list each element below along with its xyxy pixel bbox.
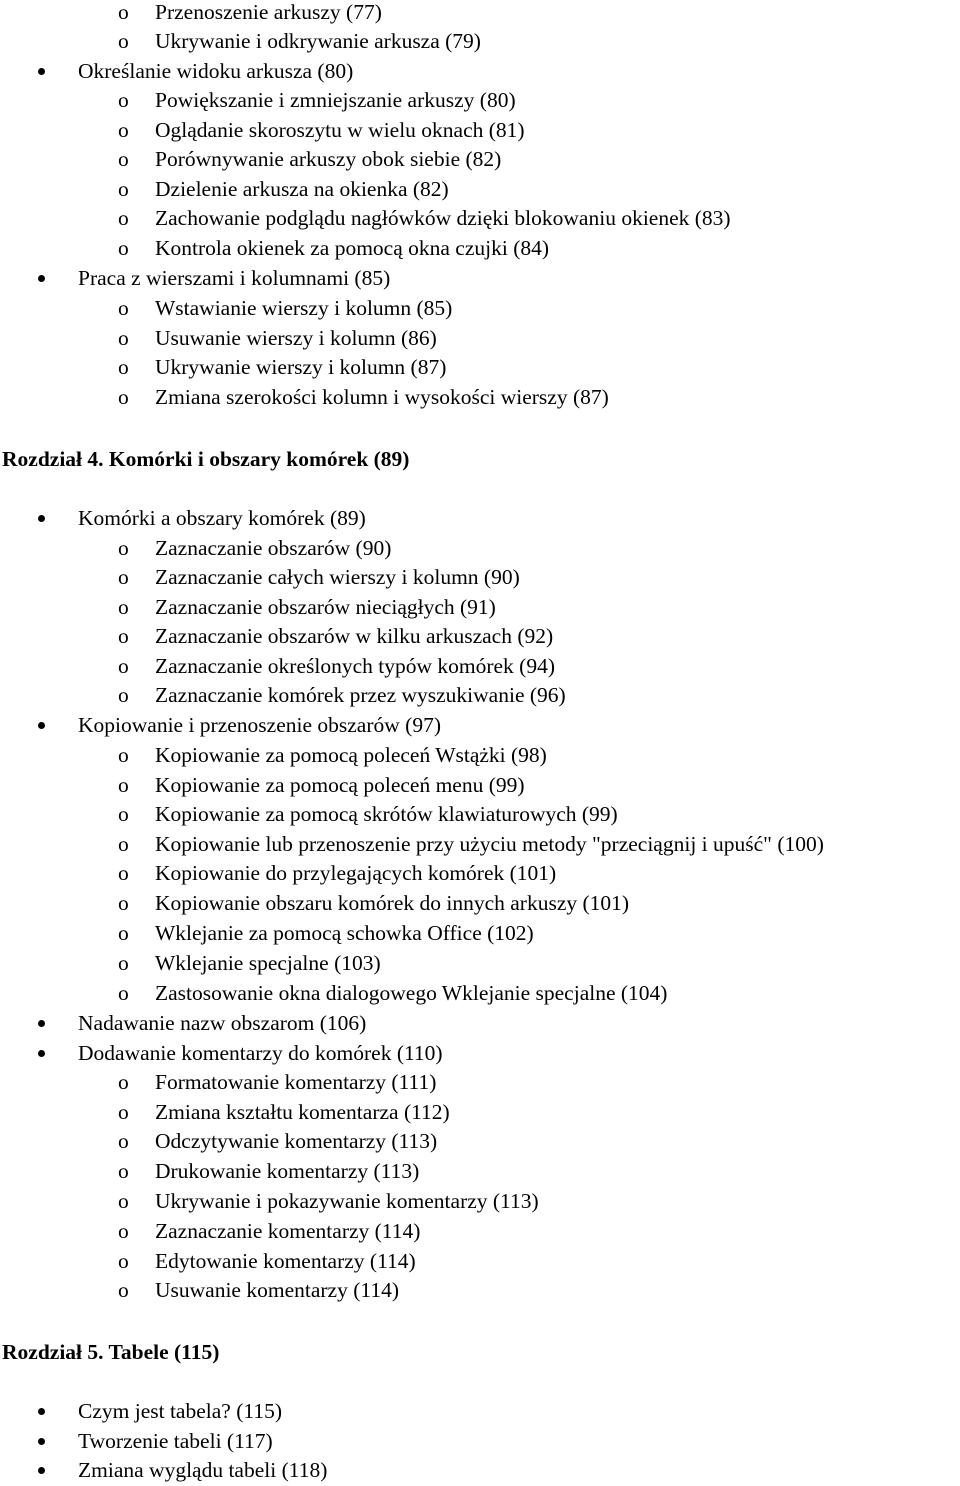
item-label: Określanie widoku arkusza (80) — [78, 59, 354, 83]
item-label: Zmiana wyglądu tabeli (118) — [78, 1458, 328, 1482]
item-label: Porównywanie arkuszy obok siebie (82) — [155, 147, 502, 171]
item-label: Dodawanie komentarzy do komórek (110) — [78, 1041, 443, 1065]
bullet-icon — [38, 1050, 45, 1057]
sub-bullet-icon: o — [118, 951, 129, 975]
bullet-icon — [38, 1438, 45, 1445]
item-label: Zastosowanie okna dialogowego Wklejanie specjalne (104) — [155, 981, 668, 1005]
sub-bullet-icon: o — [118, 0, 129, 24]
sub-bullet-icon: o — [118, 981, 129, 1005]
chapter-title: Rozdział 4. Komórki i obszary komórek (89) — [2, 447, 410, 471]
item-label: Edytowanie komentarzy (114) — [155, 1249, 416, 1273]
item-label: Ukrywanie i odkrywanie arkusza (79) — [155, 29, 481, 53]
sub-bullet-icon: o — [118, 683, 129, 707]
item-label: Kopiowanie do przylegających komórek (101) — [155, 861, 557, 885]
item-label: Kopiowanie za pomocą poleceń Wstążki (98) — [155, 743, 547, 767]
item-label: Kopiowanie za pomocą skrótów klawiaturowych (99) — [155, 802, 618, 826]
item-label: Zaznaczanie całych wierszy i kolumn (90) — [155, 565, 520, 589]
item-label: Czym jest tabela? (115) — [78, 1399, 282, 1423]
item-label: Nadawanie nazw obszarom (106) — [78, 1011, 367, 1035]
item-label: Odczytywanie komentarzy (113) — [155, 1129, 438, 1153]
sub-bullet-icon: o — [118, 1189, 129, 1213]
item-label: Wklejanie za pomocą schowka Office (102) — [155, 921, 534, 945]
sub-bullet-icon: o — [118, 654, 129, 678]
sub-bullet-icon: o — [118, 832, 129, 856]
sub-bullet-icon: o — [118, 296, 129, 320]
sub-bullet-icon: o — [118, 29, 129, 53]
item-label: Drukowanie komentarzy (113) — [155, 1159, 420, 1183]
item-label: Tworzenie tabeli (117) — [78, 1429, 273, 1453]
sub-bullet-icon: o — [118, 1159, 129, 1183]
item-label: Zachowanie podglądu nagłówków dzięki blokowaniu okienek (83) — [155, 206, 731, 230]
bullet-icon — [38, 1408, 45, 1415]
item-label: Kopiowanie lub przenoszenie przy użyciu metody "przeciągnij i upuść" (100) — [155, 832, 824, 856]
item-label: Przenoszenie arkuszy (77) — [155, 0, 382, 24]
item-label: Ukrywanie i pokazywanie komentarzy (113) — [155, 1189, 539, 1213]
sub-bullet-icon: o — [118, 147, 129, 171]
item-label: Powiększanie i zmniejszanie arkuszy (80) — [155, 88, 516, 112]
sub-bullet-icon: o — [118, 773, 129, 797]
item-label: Zmiana kształtu komentarza (112) — [155, 1100, 450, 1124]
bullet-icon — [38, 275, 45, 282]
sub-bullet-icon: o — [118, 743, 129, 767]
bullet-icon — [38, 722, 45, 729]
item-label: Oglądanie skoroszytu w wielu oknach (81) — [155, 118, 525, 142]
sub-bullet-icon: o — [118, 802, 129, 826]
item-label: Kontrola okienek za pomocą okna czujki (84) — [155, 236, 550, 260]
item-label: Kopiowanie za pomocą poleceń menu (99) — [155, 773, 525, 797]
item-label: Kopiowanie obszaru komórek do innych arkuszy (101) — [155, 891, 630, 915]
item-label: Zaznaczanie obszarów nieciągłych (91) — [155, 595, 496, 619]
item-label: Usuwanie wierszy i kolumn (86) — [155, 326, 437, 350]
sub-bullet-icon: o — [118, 891, 129, 915]
bullet-icon — [38, 68, 45, 75]
sub-bullet-icon: o — [118, 236, 129, 260]
sub-bullet-icon: o — [118, 624, 129, 648]
sub-bullet-icon: o — [118, 1100, 129, 1124]
item-label: Zaznaczanie komentarzy (114) — [155, 1219, 421, 1243]
item-label: Wstawianie wierszy i kolumn (85) — [155, 296, 453, 320]
item-label: Formatowanie komentarzy (111) — [155, 1070, 437, 1094]
item-label: Praca z wierszami i kolumnami (85) — [78, 266, 391, 290]
sub-bullet-icon: o — [118, 118, 129, 142]
item-label: Komórki a obszary komórek (89) — [78, 506, 366, 530]
chapter-title: Rozdział 5. Tabele (115) — [2, 1340, 220, 1364]
bullet-icon — [38, 515, 45, 522]
item-label: Dzielenie arkusza na okienka (82) — [155, 177, 449, 201]
sub-bullet-icon: o — [118, 861, 129, 885]
sub-bullet-icon: o — [118, 177, 129, 201]
item-label: Zaznaczanie określonych typów komórek (94) — [155, 654, 555, 678]
item-label: Wklejanie specjalne (103) — [155, 951, 381, 975]
item-label: Kopiowanie i przenoszenie obszarów (97) — [78, 713, 441, 737]
sub-bullet-icon: o — [118, 355, 129, 379]
sub-bullet-icon: o — [118, 595, 129, 619]
item-label: Zmiana szerokości kolumn i wysokości wierszy (87) — [155, 385, 609, 409]
sub-bullet-icon: o — [118, 88, 129, 112]
sub-bullet-icon: o — [118, 536, 129, 560]
sub-bullet-icon: o — [118, 1278, 129, 1302]
sub-bullet-icon: o — [118, 1249, 129, 1273]
item-label: Zaznaczanie komórek przez wyszukiwanie (96) — [155, 683, 566, 707]
sub-bullet-icon: o — [118, 385, 129, 409]
item-label: Zaznaczanie obszarów (90) — [155, 536, 392, 560]
bullet-icon — [38, 1467, 45, 1474]
item-label: Zaznaczanie obszarów w kilku arkuszach (92) — [155, 624, 554, 648]
item-label: Usuwanie komentarzy (114) — [155, 1278, 399, 1302]
item-label: Ukrywanie wierszy i kolumn (87) — [155, 355, 447, 379]
sub-bullet-icon: o — [118, 326, 129, 350]
sub-bullet-icon: o — [118, 1129, 129, 1153]
sub-bullet-icon: o — [118, 1070, 129, 1094]
sub-bullet-icon: o — [118, 1219, 129, 1243]
sub-bullet-icon: o — [118, 206, 129, 230]
bullet-icon — [38, 1020, 45, 1027]
sub-bullet-icon: o — [118, 921, 129, 945]
sub-bullet-icon: o — [118, 565, 129, 589]
